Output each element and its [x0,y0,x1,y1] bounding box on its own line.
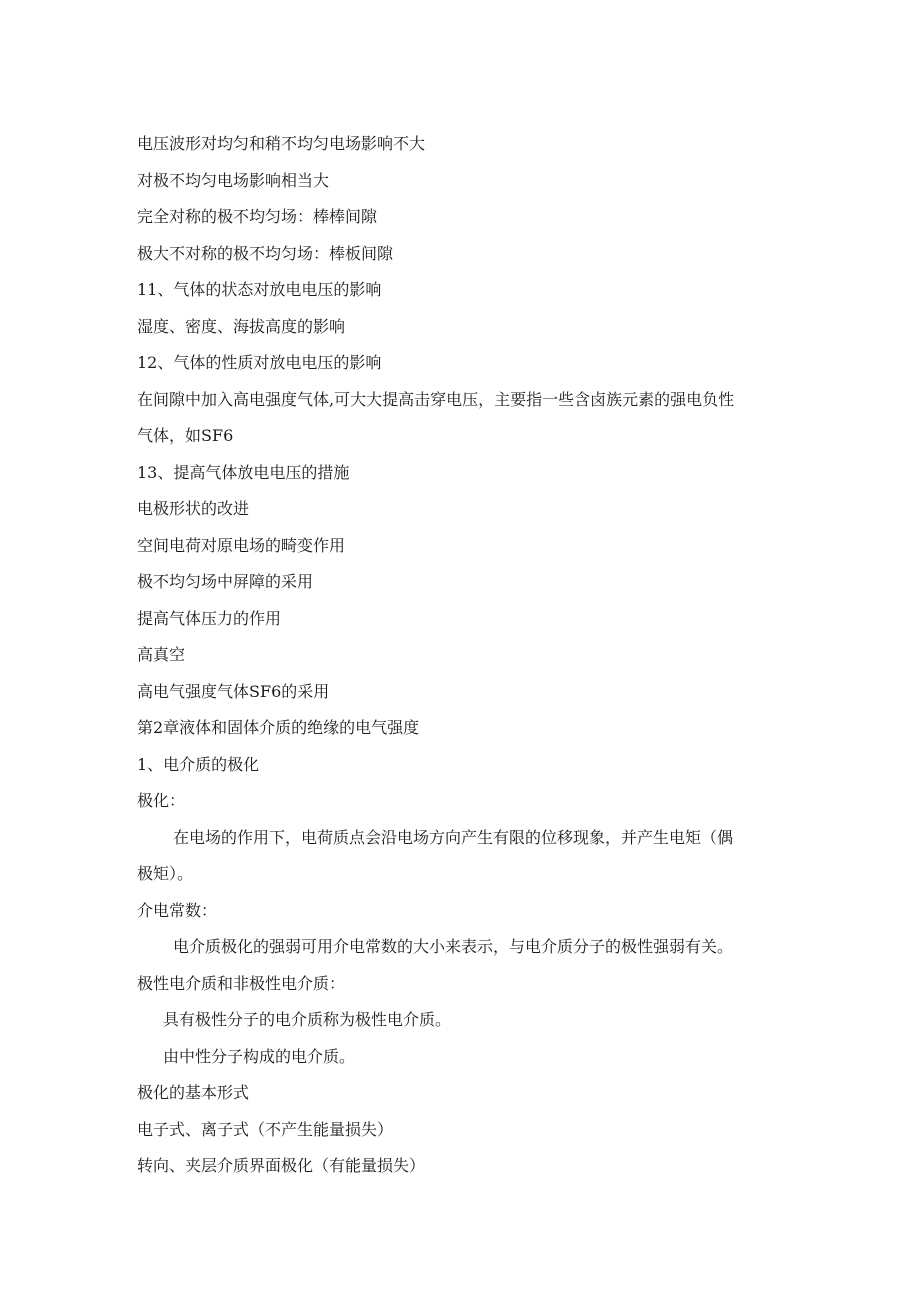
text-line: 电压波形对均匀和稍不均匀电场影响不大 [137,134,426,153]
text-line: 空间电荷对原电场的畸变作用 [137,535,346,555]
definition-text: 具有极性分子的电介质称为极性电介质。 [163,1010,452,1029]
document-body [137,126,787,1185]
text-line: 湿度、密度、海拔高度的影响 [137,316,346,336]
definition-text: 在电场的作用下，电荷质点会沿电场方向产生有限的位移现象，并产生电矩（偶 [173,827,734,847]
definition-text: 电介质极化的强弱可用介电常数的大小来表示，与电介质分子的极性强弱有关。 [173,937,734,956]
text-line: 电子式、离子式（不产生能量损失） [137,1119,394,1139]
definition-text: 由中性分子构成的电介质。 [163,1046,356,1066]
text-line: 在间隙中加入高电强度气体,可大大提高击穿电压，主要指一些含卤族元素的强电负性 [137,389,735,409]
text-line: 高真空 [137,645,186,664]
chapter-heading: 第2章液体和固体介质的绝缘的电气强度 [137,718,420,737]
text-line: 提高气体压力的作用 [137,608,282,628]
definition-text: 极矩）。 [137,864,194,883]
term-label: 介电常数： [137,900,218,920]
text-line: 气体，如SF6 [137,426,234,445]
section-heading: 12、气体的性质对放电电压的影响 [137,353,382,372]
text-line: 极不均匀场中屏障的采用 [137,572,314,591]
text-line: 电极形状的改进 [137,499,250,518]
text-line: 转向、夹层介质界面极化（有能量损失） [137,1156,426,1175]
section-heading: 11、气体的状态对放电电压的影响 [137,280,382,299]
text-line: 完全对称的极不均匀场：棒棒间隙 [137,207,378,226]
term-label: 极性电介质和非极性电介质： [137,973,346,993]
section-heading: 1、电介质的极化 [137,754,260,774]
text-line: 对极不均匀电场影响相当大 [137,170,330,190]
text-line: 极大不对称的极不均匀场：棒板间隙 [137,243,394,263]
section-heading: 13、提高气体放电电压的措施 [137,462,350,482]
text-line: 高电气强度气体SF6的采用 [137,681,330,701]
term-label: 极化： [137,791,186,810]
term-label: 极化的基本形式 [137,1083,250,1102]
